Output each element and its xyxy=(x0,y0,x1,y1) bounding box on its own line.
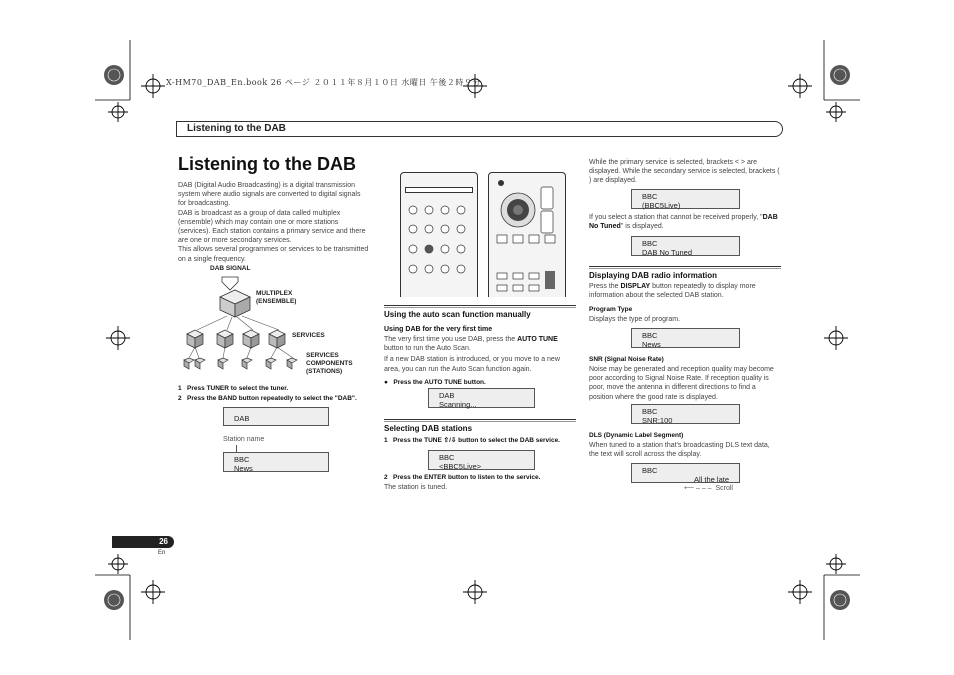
radio-info-part-b: DISPLAY xyxy=(620,283,651,290)
program-type-text: Displays the type of program. xyxy=(589,316,681,323)
no-tuned-part-b: DAB No Tuned xyxy=(589,214,778,231)
p1-part-b: AUTO TUNE xyxy=(517,336,558,343)
selecting-step-1-number: 1 xyxy=(384,437,388,444)
display-line-2: DAB No Tuned xyxy=(642,248,693,257)
section-header-title: Listening to the DAB xyxy=(187,123,286,134)
display-line-1: BBC xyxy=(642,466,658,475)
snr-text: Noise may be generated and reception quality may become poor according to Signal Noise Rate. If reception quality is poor, move the antenna in different directions to find a position where the good rate is displayed. xyxy=(589,366,774,401)
display-bbc5live xyxy=(428,450,535,470)
brackets-text: While the primary service is selected, brackets < > are displayed. While the secondary service is selected, brackets ( ) are displayed. xyxy=(589,159,780,185)
display-dls xyxy=(631,463,740,483)
display-program-type xyxy=(631,328,740,348)
no-tuned-part-c: " is displayed. xyxy=(620,223,664,231)
print-info: X-HM70_DAB_En.book 26 ページ ２０１１年８月１０日 水曜日 午後２時９分 xyxy=(166,78,481,87)
components-line-3: (STATIONS) xyxy=(306,368,343,375)
auto-scan-heading: Using the auto scan function manually xyxy=(384,310,531,319)
step-1-number: 1 xyxy=(178,385,182,392)
display-line-2: (BBC5Live) xyxy=(642,201,681,210)
auto-scan-paragraph-1 xyxy=(384,335,576,353)
display-line-1: BBC xyxy=(439,453,455,462)
display-snr xyxy=(631,404,740,424)
selecting-rule xyxy=(384,419,576,422)
intro-text xyxy=(178,181,370,264)
components-line-2: COMPONENTS xyxy=(306,360,353,367)
intro-paragraph-2: DAB is broadcast as a group of data called multiplex (ensemble) which may contain one or more stations (services). Each station contains a primary service and there are one or more secondary services. xyxy=(178,209,366,245)
selecting-step-2-text: Press the ENTER button to listen to the service. xyxy=(393,474,541,481)
display-line-1: BBC xyxy=(642,192,658,201)
display-line-2: All the late xyxy=(693,475,729,484)
display-dab: DAB xyxy=(223,407,329,426)
display-line-2: News xyxy=(642,340,661,349)
step-1 xyxy=(178,384,357,394)
snr-heading: SNR (Signal Noise Rate) xyxy=(589,356,664,363)
step-2-number: 2 xyxy=(178,395,182,402)
no-tuned-part-a: If you select a station that cannot be received properly, " xyxy=(589,214,763,221)
bullet-text: Press the AUTO TUNE button. xyxy=(393,378,486,386)
display-line-2: <BBC5Live> xyxy=(439,462,482,471)
display-line-1: BBC xyxy=(642,407,658,416)
program-type-heading: Program Type xyxy=(589,306,633,313)
selecting-step-1-text-b: button to select the DAB service. xyxy=(456,437,560,444)
dls-heading: DLS (Dynamic Label Segment) xyxy=(589,432,684,439)
remote-top-band xyxy=(405,187,473,193)
auto-scan-rule xyxy=(384,305,576,308)
intro-paragraph-1: DAB (Digital Audio Broadcasting) is a digital transmission system where audio signals are converted to digital signals for broadcasting. xyxy=(178,182,361,208)
display-scanning xyxy=(428,388,535,408)
diagram-components-label xyxy=(306,352,353,376)
page-title: Listening to the DAB xyxy=(178,154,356,174)
diagram-services-label: SERVICES xyxy=(292,332,325,339)
remote-front-illustration xyxy=(400,172,478,297)
radio-info-part-a: Press the xyxy=(589,283,621,290)
display-line-2: Scanning... xyxy=(439,400,477,409)
remote-control-buttons xyxy=(489,173,565,297)
display-secondary xyxy=(631,189,740,209)
radio-info-heading: Displaying DAB radio information xyxy=(589,271,718,280)
selecting-step-1 xyxy=(384,436,560,444)
display-bbc-news xyxy=(223,452,329,472)
auto-scan-subheading: Using DAB for the very first time xyxy=(384,326,493,333)
section-header xyxy=(176,121,783,137)
signal-arrow-icon xyxy=(222,277,238,290)
dab-structure-diagram xyxy=(175,272,305,382)
tune-up-down-icon: ⇧/⇩ xyxy=(443,437,457,444)
remote-front-buttons xyxy=(401,201,477,311)
station-name-label: Station name xyxy=(223,436,265,443)
intro-paragraph-3: This allows several programmes or services to be transmitted on a single frequency. xyxy=(178,246,369,263)
radio-info-rule xyxy=(589,266,781,269)
arrow-left-icon: ⟵ – – – xyxy=(684,485,712,492)
selecting-step-1-text-a: Press the TUNE xyxy=(393,437,444,444)
auto-scan-bullet xyxy=(384,378,576,387)
display-line-1: BBC xyxy=(234,455,250,464)
radio-info-text xyxy=(589,282,781,300)
p1-part-c: button to run the Auto Scan. xyxy=(384,345,471,353)
page-language: En xyxy=(158,550,166,556)
ensemble-text: (ENSEMBLE) xyxy=(256,298,297,305)
steps-left xyxy=(178,384,357,404)
p1-part-a: The very first time you use DAB, press the xyxy=(384,336,518,343)
display-line-1: BBC xyxy=(642,239,658,248)
selecting-step-2-note: The station is tuned. xyxy=(384,484,448,491)
auto-scan-paragraph-2: If a new DAB station is introduced, or you move to a new area, you can run the Auto Scan function again. xyxy=(384,356,560,373)
no-tuned-text xyxy=(589,213,781,231)
display-line-2: News xyxy=(234,464,253,473)
scroll-label: Scroll xyxy=(715,485,733,492)
auto-scan-text xyxy=(384,335,576,387)
diagram-dab-signal-label: DAB SIGNAL xyxy=(210,265,251,272)
selecting-step-2 xyxy=(384,474,540,481)
remote-control-illustration xyxy=(488,172,566,297)
display-no-tuned xyxy=(631,236,740,256)
display-line-1: BBC xyxy=(642,331,658,340)
components-line-1: SERVICES xyxy=(306,352,339,359)
selecting-heading: Selecting DAB stations xyxy=(384,424,473,433)
step-2 xyxy=(178,394,357,404)
dls-text: When tuned to a station that's broadcasting DLS text data, the text will scroll across the display. xyxy=(589,442,770,459)
display-line-1: DAB xyxy=(439,391,455,400)
display-line-2: SNR:100 xyxy=(642,416,673,425)
bullet-icon: ● xyxy=(384,378,388,386)
selecting-step-2-number: 2 xyxy=(384,474,388,481)
page-number-badge: 26 xyxy=(112,536,174,548)
step-2-text: Press the BAND button repeatedly to select the "DAB". xyxy=(187,395,357,402)
step-1-text: Press TUNER to select the tuner. xyxy=(187,385,289,392)
scroll-indicator xyxy=(684,484,733,492)
multiplex-text: MULTIPLEX xyxy=(256,290,293,297)
radio-info-part-c: button repeatedly to display more information about the selected DAB station. xyxy=(589,283,756,300)
